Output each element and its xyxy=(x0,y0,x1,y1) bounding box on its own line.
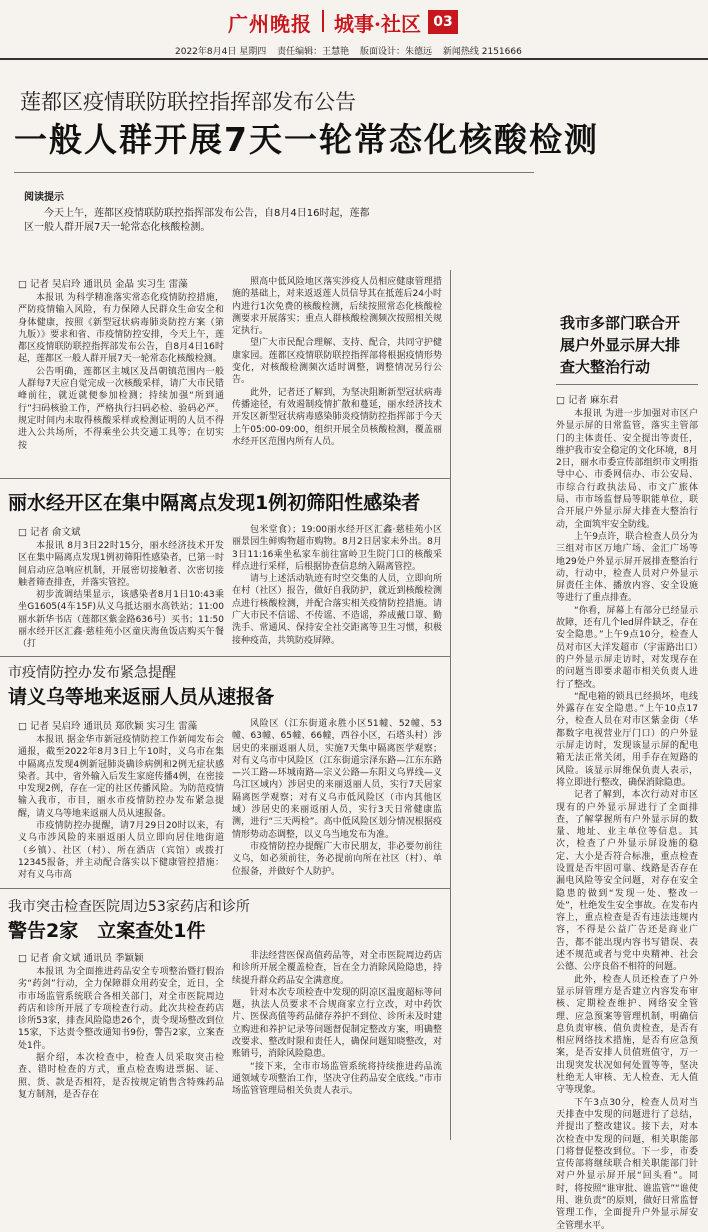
story2-top-rule xyxy=(0,478,450,479)
masthead-rule xyxy=(0,58,708,60)
lead-byline: □ 记者 吴启玲 通讯员 金晶 实习生 雷藻 xyxy=(18,279,188,290)
paragraph: 此外，检查人员还检查了户外显示屏管理方是否建立内容发布审核、定期检查维护、网络安全管理、应急预案等管理机制，明确信息负责审核、值负责检查，是否有相应网络技术措施，是否有应急预案，是否安排人员值班值守，万一出现突发状况如何处置等等，坚决杜绝无人审核、无人检查、无人值守等现象。 xyxy=(556,974,698,1096)
reading-tip-title: 阅读提示 xyxy=(24,192,64,203)
paragraph: 针对本次专项检查中发现的阴凉区温度超标等问题，执法人员要求不合规商家立行立改，对中药饮片、医保高值等药品储存养护不到位、诊所未及时建立购进和养护记录等问题督促制定整改方案，明确整改要求、整改时限和责任人，确保问题知晓整改，对账销号，消除风险隐患。 xyxy=(232,987,442,1060)
sidebar-title-rule xyxy=(556,384,698,385)
paragraph: “接下来，全市市场监管系统将持续推进药品流通领域专项整治工作，坚决守住药品安全底线。”市市场监管管理局相关负责人表示。 xyxy=(232,1061,442,1097)
sidebar-byline: □ 记者 麻东君 xyxy=(556,395,619,406)
paragraph: 市疫情防控办提醒，请7月29日20时以来，有义乌市涉风险的来丽返丽人员立即向居住地街道（乡镇）、社区（村）、所在酒店（宾馆）或拨打12345报备，并主动配合落实以下健康管控措施：对有义乌市高 xyxy=(18,821,224,881)
story3-byline: □ 记者 吴启玲 通讯员 郑欣颖 实习生 雷藻 xyxy=(18,721,198,732)
paragraph: 本报讯 据金华市新冠疫情防控工作新闻发布会通报，截至2022年8月3日上午10时，义乌市在集中隔离点发现4例新冠肺炎确诊病例和2例无症状感染者。其中，省外输入后发生家庭传播4例，在密接中发现2例，存在一定的社区传播风险。为防范疫情输入我市，市目，丽水市疫情防控办发布紧急提醒，请义乌等地来返丽人员从速报备。 xyxy=(18,735,224,819)
paragraph: “配电箱的锁具已经损坏，电线外露存在安全隐患。”上午10点17分，检查人员在对市区紫金街（华都数字电视营业厅门口）的户外显示屏走访时，发现该显示屏的配电箱无法正常关闭，用手存在短路的风险。该显示屏维保负责人表示，将立即进行整改，确保消除隐患。 xyxy=(556,691,698,788)
paragraph: 初步流调结果显示，该感染者8月1日10:43乘坐G1605(4车15F)从义乌抵达丽水高铁站；11:00丽水新华书店（莲都区紫金路636号）买书；11:50丽水经开区汇鑫·慈桂苑小区童庆海鱼饭店购买午餐（打 xyxy=(18,590,224,650)
paragraph: 照高中低风险地区落实涉疫人员相应健康管理措施的基础上，对来返返莲人员信导其在抵莲后24小时内进行1次免费的核酸检测，后续按照常态化核酸检测要求开展落实；重点人群核酸检测频次按照相关规定执行。 xyxy=(232,277,442,337)
reading-tip-box xyxy=(24,188,370,260)
newspaper-brand: 广州晚报 xyxy=(228,12,312,36)
story2-byline: □ 记者 俞文斌 xyxy=(18,527,81,538)
paragraph: 望广大市民配合理解、支持、配合，共同守护健康家园。莲都区疫情联防联控指挥部将根据疫情形势变化，对核酸检测频次适时调整，调整情况另行公告。 xyxy=(232,338,442,386)
story3-kicker: 市疫情防控办发布紧急提醒 xyxy=(8,665,176,681)
story2-column-1 xyxy=(18,540,224,652)
story3-top-rule xyxy=(0,656,450,657)
paragraph: 记者了解到，本次行动对市区现有的户外显示屏进行了全面排查，了解掌握所有户外显示屏的数量、地址、业主单位等信息。其次，检查了户外显示屏设施的稳定、大小是否符合标准，重点检查设置是否牢固可靠、线路是否存在漏电风险等安全问题，对存在安全隐患的做到“发现一处、整改一处”，杜绝发生安全事故。在发布内容上，重点检查是否有违法违规内容，不得是公益广告还是商业广告，都不能出现内容书写错误、表述不规范或者与党中央精神、社会公德、公序良俗不相符的问题。 xyxy=(556,790,698,973)
paragraph: 下午3点30分，检查人员对当天排查中发现的问题进行了总结，并提出了整改建议。接下去，对本次检查中发现的问题，相关职能部门将督促整改到位。下一步，市委宣传部将继续联合相关职能部门针对户外显示屏开展“回头看”。同时，将按照“谁审批、谁监管”“谁使用、谁负责”的原则，做好日常监督管理工作，全面提升户外显示屏安全管理水平。 xyxy=(556,1097,698,1231)
lead-column-1 xyxy=(18,292,224,470)
paragraph: 本报讯 为科学精准落实常态化疫情防控措施，严防疫情输入风险，有力保障人民群众生命安全和身体健康，按照《新型冠状病毒肺炎防控方案（第九版）》要求和省、市疫情防控安排，今天上午，莲都区疫情联防联控指挥部发布公告，自8月4日16时起，莲都区一般人群开展7天一轮常态化核酸检测。 xyxy=(18,293,224,365)
paragraph: 本报讯 8月3日22时15分，丽水经济技术开发区在集中隔离点发现1例初筛阳性感染者，已第一时间启动应急响应机制，开展密切接触者、次密切接触者筛查排查，并落实管控。 xyxy=(18,541,224,588)
lead-headline: 一般人群开展7天一轮常态化核酸检测 xyxy=(14,120,599,159)
story2-column-2 xyxy=(232,524,442,652)
paragraph: 风险区（江东街道永胜小区51幢、52幢、53幢、63幢、65幢、66幢，西谷小区，石塔头村）涉居史的来丽返丽人员，实施7天集中隔离医学观察；对有义乌市中风险区（江东街道宗泽东路—江东东路—兴工路—环城南路—宗义公路—东阳义乌界线—义乌江区域内）涉居史的来丽返丽人员，实行7天居家隔离医学观察；对有义乌市低风险区（市内其他区域）涉居史的来丽返丽人员，实行3天日常健康监测，进行“三天两检”。高中低风险区划分情况根据疫情形势动态调整，以义乌当地发布为准。 xyxy=(232,719,442,840)
designer-credit: 版面设计：朱德远 xyxy=(359,47,432,57)
masthead-divider xyxy=(322,10,324,32)
issue-date: 2022年8月4日 星期四 xyxy=(175,47,267,57)
paragraph: 市疫情防控办提醒广大市民朋友，非必要勿前往义乌，如必须前往，务必提前向所在社区（村）、单位报备，并做好个人防护。 xyxy=(232,841,442,877)
story3-column-2 xyxy=(232,718,442,884)
sidebar-divider xyxy=(450,270,451,1140)
lead-kicker: 莲都区疫情联防联控指挥部发布公告 xyxy=(20,90,356,114)
paragraph: 公告明确，莲都区主城区及昌朝镇范围内一般人群每7天应自觉完成一次核酸采样，请广大市民错峰前往，就近就便参加检测；持续加强“所到通行”扫码核验工作，严格执行扫码必检、验码必严。规定时间内未取得核酸采样或检测证明的人员不得进入公共场所，不得乘坐公共交通工具等；在切实按 xyxy=(18,366,224,451)
story4-column-1 xyxy=(18,966,224,1154)
story4-top-rule xyxy=(0,888,450,889)
lead-column-2 xyxy=(232,276,442,470)
lead-rule xyxy=(14,172,534,173)
paragraph: 包米堂食）；19:00丽水经开区汇鑫·慈桂苑小区丽景园生鲜购物超市购物。8月2日居家未外出。8月3日11:16乘坐私家车前往富岭卫生院门口的核酸采样点进行采样，后根据协查信息纳入隔离管控。 xyxy=(232,525,442,572)
sidebar-body xyxy=(556,408,698,1231)
sidebar-headline: 我市多部门联合开展户外显示屏大排查大整治行动 xyxy=(560,314,681,376)
editor-credit: 责任编辑：王慧艳 xyxy=(277,47,350,57)
story2-headline: 丽水经开区在集中隔离点发现1例初筛阳性感染者 xyxy=(8,492,421,514)
paragraph: 非法经营医保高值药品等，对全市医院周边药店和诊所开展全覆盖检查，旨在全力消除风险隐患，持续提升群众药品安全满意度。 xyxy=(232,951,442,986)
story4-kicker: 我市突击检查医院周边53家药店和诊所 xyxy=(8,899,250,915)
page-number-badge: 03 xyxy=(428,10,458,34)
story4-byline: □ 记者 俞文斌 通讯员 季颖颖 xyxy=(18,953,144,964)
paragraph: 此外，记者还了解到，为坚决阻断新型冠状病毒传播途径，有效遏制疫情扩散和蔓延，丽水经济技术开发区新型冠状病毒感染肺炎疫情防控指挥部于今天上午05:00-09:00，组织开展全员核酸检测，覆盖丽水经开区范围内所有人员。 xyxy=(232,387,442,447)
paragraph: “你看，屏幕上有部分已经显示故障，还有几个led屏件缺乏，存在安全隐患。”上午9点10分，检查人员对市区大洋发超市（宇雷路出口）的户外显示屏走访时，对发现存在的问题当即要求超市相关负责人进行了整改。 xyxy=(556,605,698,690)
story3-column-1 xyxy=(18,734,224,884)
news-hotline: 新闻热线 2151666 xyxy=(442,47,522,57)
reading-tip-text: 今天上午，莲都区疫情联防联控指挥部发布公告，自8月4日16时起，莲都区一般人群开展7天一轮常态化核酸检测。 xyxy=(24,208,370,233)
paragraph: 请与上述活动轨迹有时空交集的人员，立即向所在村（社区）报告，做好自我防护，就近到核酸检测点进行核酸检测，并配合落实相关疫情防控措施。请广大市民不信谣、不传谣、不造谣，养成戴口罩、勤洗手、常通风、保持安全社交距离等卫生习惯，积极接种疫苗，共筑防疫屏障。 xyxy=(232,574,442,646)
paragraph: 本报讯 为全面推进药品安全专项整治暨打假治劣“药剑”行动，全力保障群众用药安全，近日，全市市场监管系统联合各相关部门，对全市医院周边药店和诊所开展了专项检查行动。此次共检查药店诊所53家，排查风险隐患26个，责令现场整改到位15家，下达责令整改通知书9份，警告2家，立案查处1件。 xyxy=(18,967,224,1051)
story4-column-2 xyxy=(232,950,442,1154)
paragraph: 上午9点许，联合检查人员分为三组对市区万地广场、金汇广场等地29处户外显示屏开展排查整治行动，行动中，检查人员对户外显示屏责任主体、播放内容、安全设施等进行了重点排查。 xyxy=(556,531,698,604)
masthead-info xyxy=(175,44,530,57)
paragraph: 本报讯 为进一步加强对市区户外显示屏的日常监管，落实主管部门的主体责任、安全提出等责任，维护我市安全稳定的文化环境，8月2日，丽水市委宣传部组织市文明指导中心、市委网信办、市公安局、市综合行政执法局、市文广旅体局、市市场监督局等职能单位，联合开展户外显示屏大排查大整治行动，全面筑牢安全防线。 xyxy=(556,409,698,530)
paragraph: 据介绍，本次检查中，检查人员采取突击检查、错时检查的方式，重点检查购进票据、证、照、货、款是否相符，是否按规定销售含特殊药品复方制剂，是否存在 xyxy=(18,1053,224,1100)
section-name: 城事·社区 xyxy=(334,12,421,36)
story4-headline: 警告2家 立案查处1件 xyxy=(8,920,206,942)
story3-headline: 请义乌等地来返丽人员从速报备 xyxy=(8,686,275,708)
